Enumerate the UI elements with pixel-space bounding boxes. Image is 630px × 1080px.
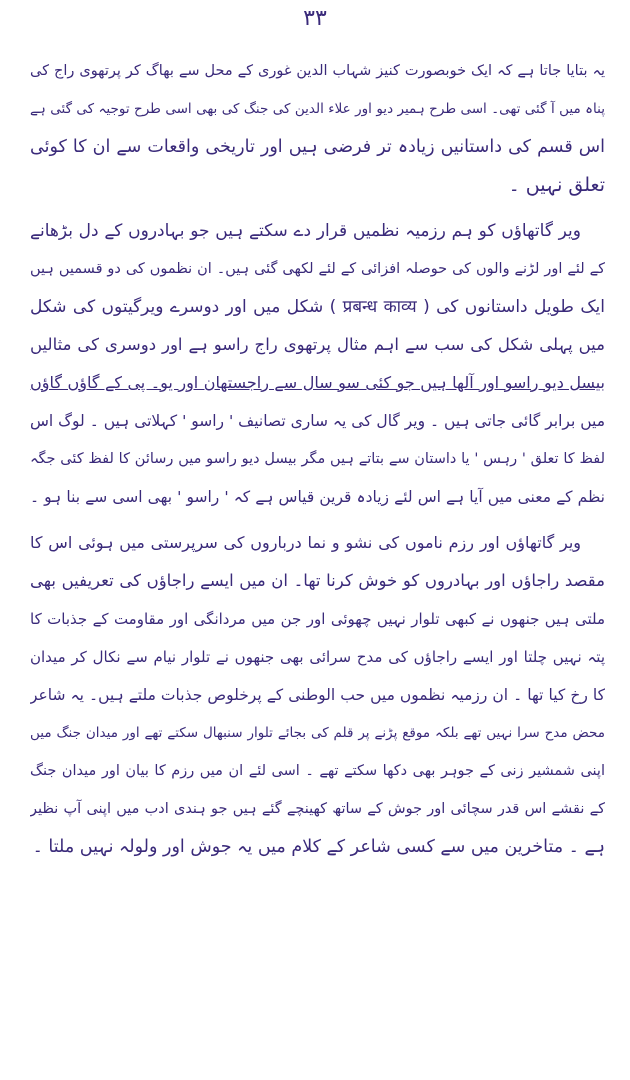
text-line: ملتی ہیں جنھوں نے کبھی تلوار نہیں چھوئی اور جن میں مردانگی اور مقاومت کے جذبات کا [30,610,605,628]
paragraph [30,212,605,516]
text-line: اپنی شمشیر زنی کے جوہر بھی دکھا سکتے تھے ۔ اسی لئے ان میں رزم کا بیان اور میدان جنگ [30,763,605,779]
text-line: ایک طویل داستانوں کی ( प्रबन्ध काव्य ) شکل میں اور دوسرے ویرگیتوں کی شکل [30,297,605,317]
text-line: کا رخ کیا تھا ۔ ان رزمیہ نظموں میں حب الوطنی کے پرخلوص جذبات ملتے ہیں۔ یہ شاعر [30,686,605,704]
text-line: پناہ میں آ گئی تھی۔ اسی طرح ہمیر دیو اور علاء الدین کی جنگ کی بھی اسی طرح توجیہ کی گئی ہے [30,101,605,117]
text-line: ہے ۔ متاخرین میں سے کسی شاعر کے کلام میں یہ جوش اور ولولہ نہیں ملتا ۔ [32,837,605,857]
text-line: مقصد راجاؤں اور بہادروں کو خوش کرنا تھا۔ ان میں ایسے راجاؤں کی تعریفیں بھی [30,571,605,590]
text-line: نظم کے معنی میں آیا ہے اس لئے زیادہ قرین قیاس ہے کہ ' راسو ' بھی اسی سے بنا ہو ۔ [30,488,605,506]
text-line: میں پہلی شکل کی سب سے اہم مثال پرتھوی راج راسو ہے اور دوسری کی مثالیں [30,335,605,354]
text-line: ویر گاتھاؤں کو ہم رزمیہ نظمیں قرار دے سکتے ہیں جو بہادروں کے دل بڑھانے [30,221,581,241]
text-line: اس قسم کی داستانیں زیادہ تر فرضی ہیں اور تاریخی واقعات سے ان کا کوئی [30,137,605,157]
text-line: پتہ نہیں چلتا اور ایسے راجاؤں کی مدح سرائی بھی جنھوں نے تلوار نیام سے نکال کر میدان [30,648,605,666]
text-line: کے نقشے اس قدر سچائی اور جوش کے ساتھ کھینچے گئے ہیں جو ہندی ادب میں اپنی آپ نظیر [30,801,605,817]
page-body [30,52,605,866]
text-line: بیسل دیو راسو اور آلھا ہیں جو کئی سو سال سے راجستھان اور یو۔ پی کے گاؤں گاؤں [30,373,605,392]
text-line: میں برابر گائی جاتی ہیں ۔ ویر گال کی یہ ساری تصانیف ' راسو ' کہلاتی ہیں ۔ لوگ اس [30,412,605,430]
page-number: ۳۳ [303,6,327,31]
paragraph [30,524,605,866]
paragraph [30,52,605,204]
text-line: یہ بتایا جاتا ہے کہ ایک خوبصورت کنیز شہاب الدین غوری کے محل سے بھاگ کر پرتھوی راج کی [30,63,605,79]
text-line: کے لئے اور لڑنے والوں کی حوصلہ افزائی کے لئے لکھی گئی ہیں۔ ان نظموں کی دو قسمیں ہیں [30,261,605,277]
text-line: ویر گاتھاؤں اور رزم ناموں کی نشو و نما درباروں کی سرپرستی میں ہوئی اس کا [30,533,581,552]
text-line: تعلق نہیں ۔ [508,174,605,196]
text-line: محض مدح سرا نہیں تھے بلکہ موقع پڑنے پر قلم کی بجائے تلوار سنبھال سکتے تھے اور میدان جنگ میں [30,725,605,741]
text-line: لفظ کا تعلق ' رہس ' یا داستان سے بتاتے ہیں مگر بیسل دیو راسو میں رسائن کا لفظ کئی جگہ [30,451,605,467]
